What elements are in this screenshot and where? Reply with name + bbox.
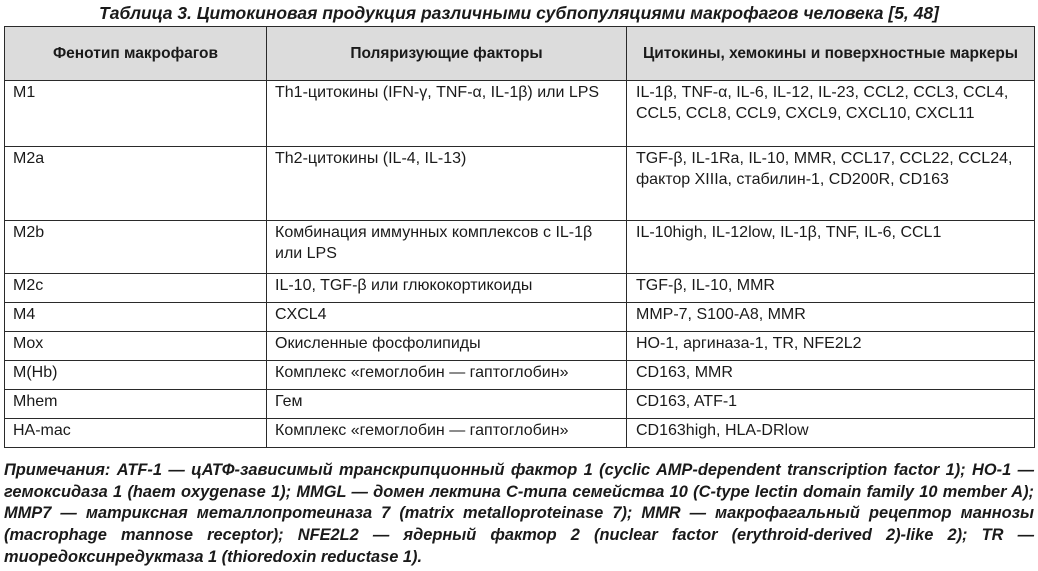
markers-cell: TGF-β, IL-1Ra, IL-10, MMR, CCL17, CCL22, CCL24, фактор XIIIa, стабилин-1, CD200R, CD163 — [627, 147, 1035, 221]
phenotype-cell: Mhem — [5, 390, 267, 419]
table-row — [5, 147, 1035, 221]
table-row — [5, 221, 1035, 274]
markers-cell: MMP-7, S100-A8, MMR — [627, 303, 1035, 332]
header-phenotype: Фенотип макрофагов — [5, 27, 267, 81]
markers-cell: CD163high, HLA-DRlow — [627, 419, 1035, 448]
phenotype-cell: M2b — [5, 221, 267, 274]
phenotype-cell: M4 — [5, 303, 267, 332]
table-row — [5, 81, 1035, 147]
factors-cell: Th1-цитокины (IFN-γ, TNF-α, IL-1β) или LPS — [267, 81, 627, 147]
factors-cell: IL-10, TGF-β или глюкокортикоиды — [267, 274, 627, 303]
phenotype-cell: M2c — [5, 274, 267, 303]
table-notes: Примечания: ATF-1 — цАТФ-зависимый транскрипционный фактор 1 (cyclic AMP-dependent transcription factor 1); HO-1 — гемоксидаза 1 (haem oxygenase 1); MMGL — домен лектина С-типа семейства 10 (C-type lectin domain family 10 member A); MMP7 — матриксная металлопротеиназа 7 (matrix metalloproteinase 7); MMR — макрофагальный рецептор маннозы (macrophage mannose receptor); NFE2L2 — ядерный фактор 2 (nuclear factor (erythroid-derived 2)-like 2); TR — тиоредоксинредуктаза 1 (thioredoxin reductase 1). — [4, 461, 1034, 566]
markers-cell: CD163, ATF-1 — [627, 390, 1035, 419]
table-row — [5, 361, 1035, 390]
table-row — [5, 390, 1035, 419]
table-caption: Таблица 3. Цитокиновая продукция различными субпопуляциями макрофагов человека [5, 48] — [99, 3, 939, 23]
phenotype-cell: HA-mac — [5, 419, 267, 448]
phenotype-cell: Mox — [5, 332, 267, 361]
phenotype-cell: M(Hb) — [5, 361, 267, 390]
factors-cell: Th2-цитокины (IL-4, IL-13) — [267, 147, 627, 221]
markers-cell: HO-1, аргиназа-1, TR, NFE2L2 — [627, 332, 1035, 361]
factors-cell: Комбинация иммунных комплексов с IL-1β или LPS — [267, 221, 627, 274]
table-row — [5, 303, 1035, 332]
table-row — [5, 274, 1035, 303]
factors-cell: Комплекс «гемоглобин — гаптоглобин» — [267, 419, 627, 448]
table-header-row — [5, 27, 1035, 81]
cytokine-table — [4, 26, 1035, 448]
table-row — [5, 419, 1035, 448]
phenotype-cell: M1 — [5, 81, 267, 147]
factors-cell: CXCL4 — [267, 303, 627, 332]
factors-cell: Окисленные фосфолипиды — [267, 332, 627, 361]
factors-cell: Комплекс «гемоглобин — гаптоглобин» — [267, 361, 627, 390]
header-factors: Поляризующие факторы — [267, 27, 627, 81]
markers-cell: IL-1β, TNF-α, IL-6, IL-12, IL-23, CCL2, CCL3, CCL4, CCL5, CCL8, CCL9, CXCL9, CXCL10, CXCL11 — [627, 81, 1035, 147]
table-row — [5, 332, 1035, 361]
markers-cell: CD163, MMR — [627, 361, 1035, 390]
factors-cell: Гем — [267, 390, 627, 419]
header-markers: Цитокины, хемокины и поверхностные маркеры — [627, 27, 1035, 81]
markers-cell: TGF-β, IL-10, MMR — [627, 274, 1035, 303]
markers-cell: IL-10high, IL-12low, IL-1β, TNF, IL-6, CCL1 — [627, 221, 1035, 274]
phenotype-cell: M2a — [5, 147, 267, 221]
